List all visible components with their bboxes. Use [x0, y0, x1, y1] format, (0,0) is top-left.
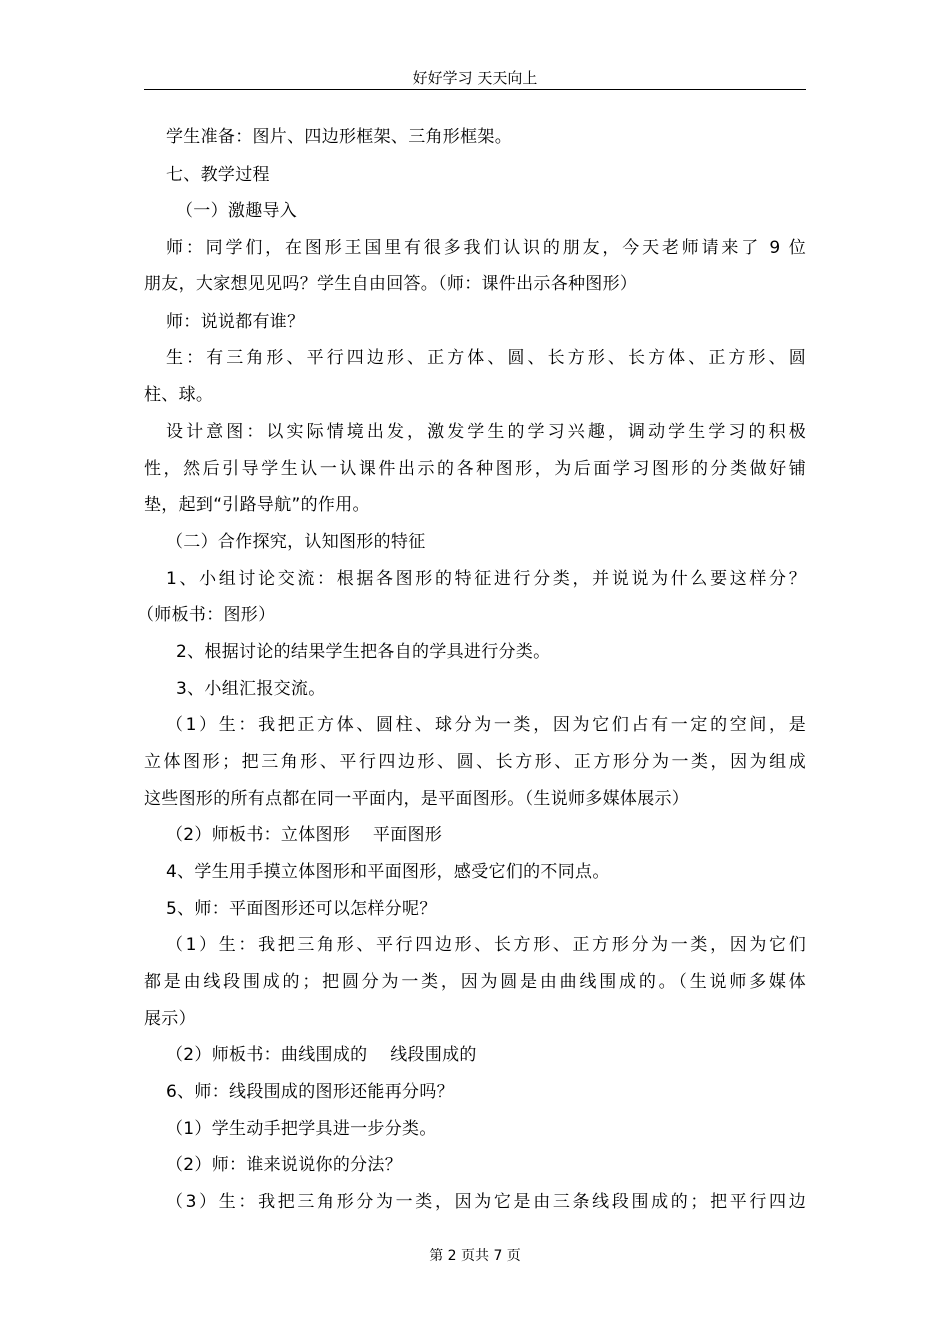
paragraph-line: 朋友，大家想见见吗？学生自由回答。（师：课件出示各种图形）	[144, 274, 638, 294]
paragraph-line: 立体图形；把三角形、平行四边形、圆、长方形、正方形分为一类，因为组成	[144, 752, 806, 772]
paragraph-line: 4、学生用手摸立体图形和平面图形，感受它们的不同点。	[166, 862, 610, 882]
paragraph-line: 2、根据讨论的结果学生把各自的学具进行分类。	[176, 642, 551, 662]
paragraph-line: 5、师：平面图形还可以怎样分呢？	[166, 899, 437, 919]
paragraph-line: 这些图形的所有点都在同一平面内，是平面图形。（生说师多媒体展示）	[144, 789, 690, 809]
subsection-heading: （二）合作探究，认知图形的特征	[166, 532, 426, 552]
section-heading: 七、教学过程	[166, 165, 270, 185]
paragraph-line: 展示）	[144, 1009, 196, 1029]
paragraph-line: 设计意图：以实际情境出发，激发学生的学习兴趣，调动学生学习的积极	[166, 422, 806, 442]
paragraph-line: 6、师：线段围成的图形还能再分吗？	[166, 1082, 454, 1102]
paragraph-line: 性，然后引导学生认一认课件出示的各种图形，为后面学习图形的分类做好铺	[144, 459, 806, 479]
subsection-heading: （一）激趣导入	[176, 201, 298, 221]
paragraph-line: （3）生：我把三角形分为一类，因为它是由三条线段围成的；把平行四边	[166, 1192, 806, 1212]
paragraph-line: 师：说说都有谁？	[166, 312, 305, 332]
paragraph-line: （1）生：我把正方体、圆柱、球分为一类，因为它们占有一定的空间，是	[166, 715, 806, 735]
paragraph-line: （师板书：图形）	[137, 605, 276, 625]
paragraph-line: 师：同学们，在图形王国里有很多我们认识的朋友，今天老师请来了 9 位	[166, 238, 806, 258]
paragraph-line: 垫，起到“引路导航”的作用。	[144, 495, 370, 515]
paragraph-line: 生：有三角形、平行四边形、正方体、圆、长方形、长方体、正方形、圆	[166, 348, 806, 368]
paragraph-line: 1、小组讨论交流：根据各图形的特征进行分类，并说说为什么要这样分？	[166, 569, 806, 589]
paragraph-line: （2）师板书：曲线围成的 线段围成的	[166, 1045, 477, 1065]
paragraph-line: 3、小组汇报交流。	[176, 679, 326, 699]
paragraph-line: 都是由线段围成的；把圆分为一类，因为圆是由曲线围成的。（生说师多媒体	[144, 972, 806, 992]
page-number: 第 2 页共 7 页	[429, 1248, 521, 1264]
paragraph-line: 柱、球。	[144, 385, 214, 405]
paragraph-line: （2）师：谁来说说你的分法？	[166, 1155, 403, 1175]
paragraph-line: （1）学生动手把学具进一步分类。	[166, 1119, 437, 1139]
paragraph-line: （2）师板书：立体图形 平面图形	[166, 825, 443, 845]
page-header: 好好学习 天天向上	[412, 69, 538, 87]
header-rule	[144, 89, 806, 90]
paragraph-line: （1）生：我把三角形、平行四边形、长方形、正方形分为一类，因为它们	[166, 935, 806, 955]
paragraph-line: 学生准备：图片、四边形框架、三角形框架。	[166, 127, 512, 147]
